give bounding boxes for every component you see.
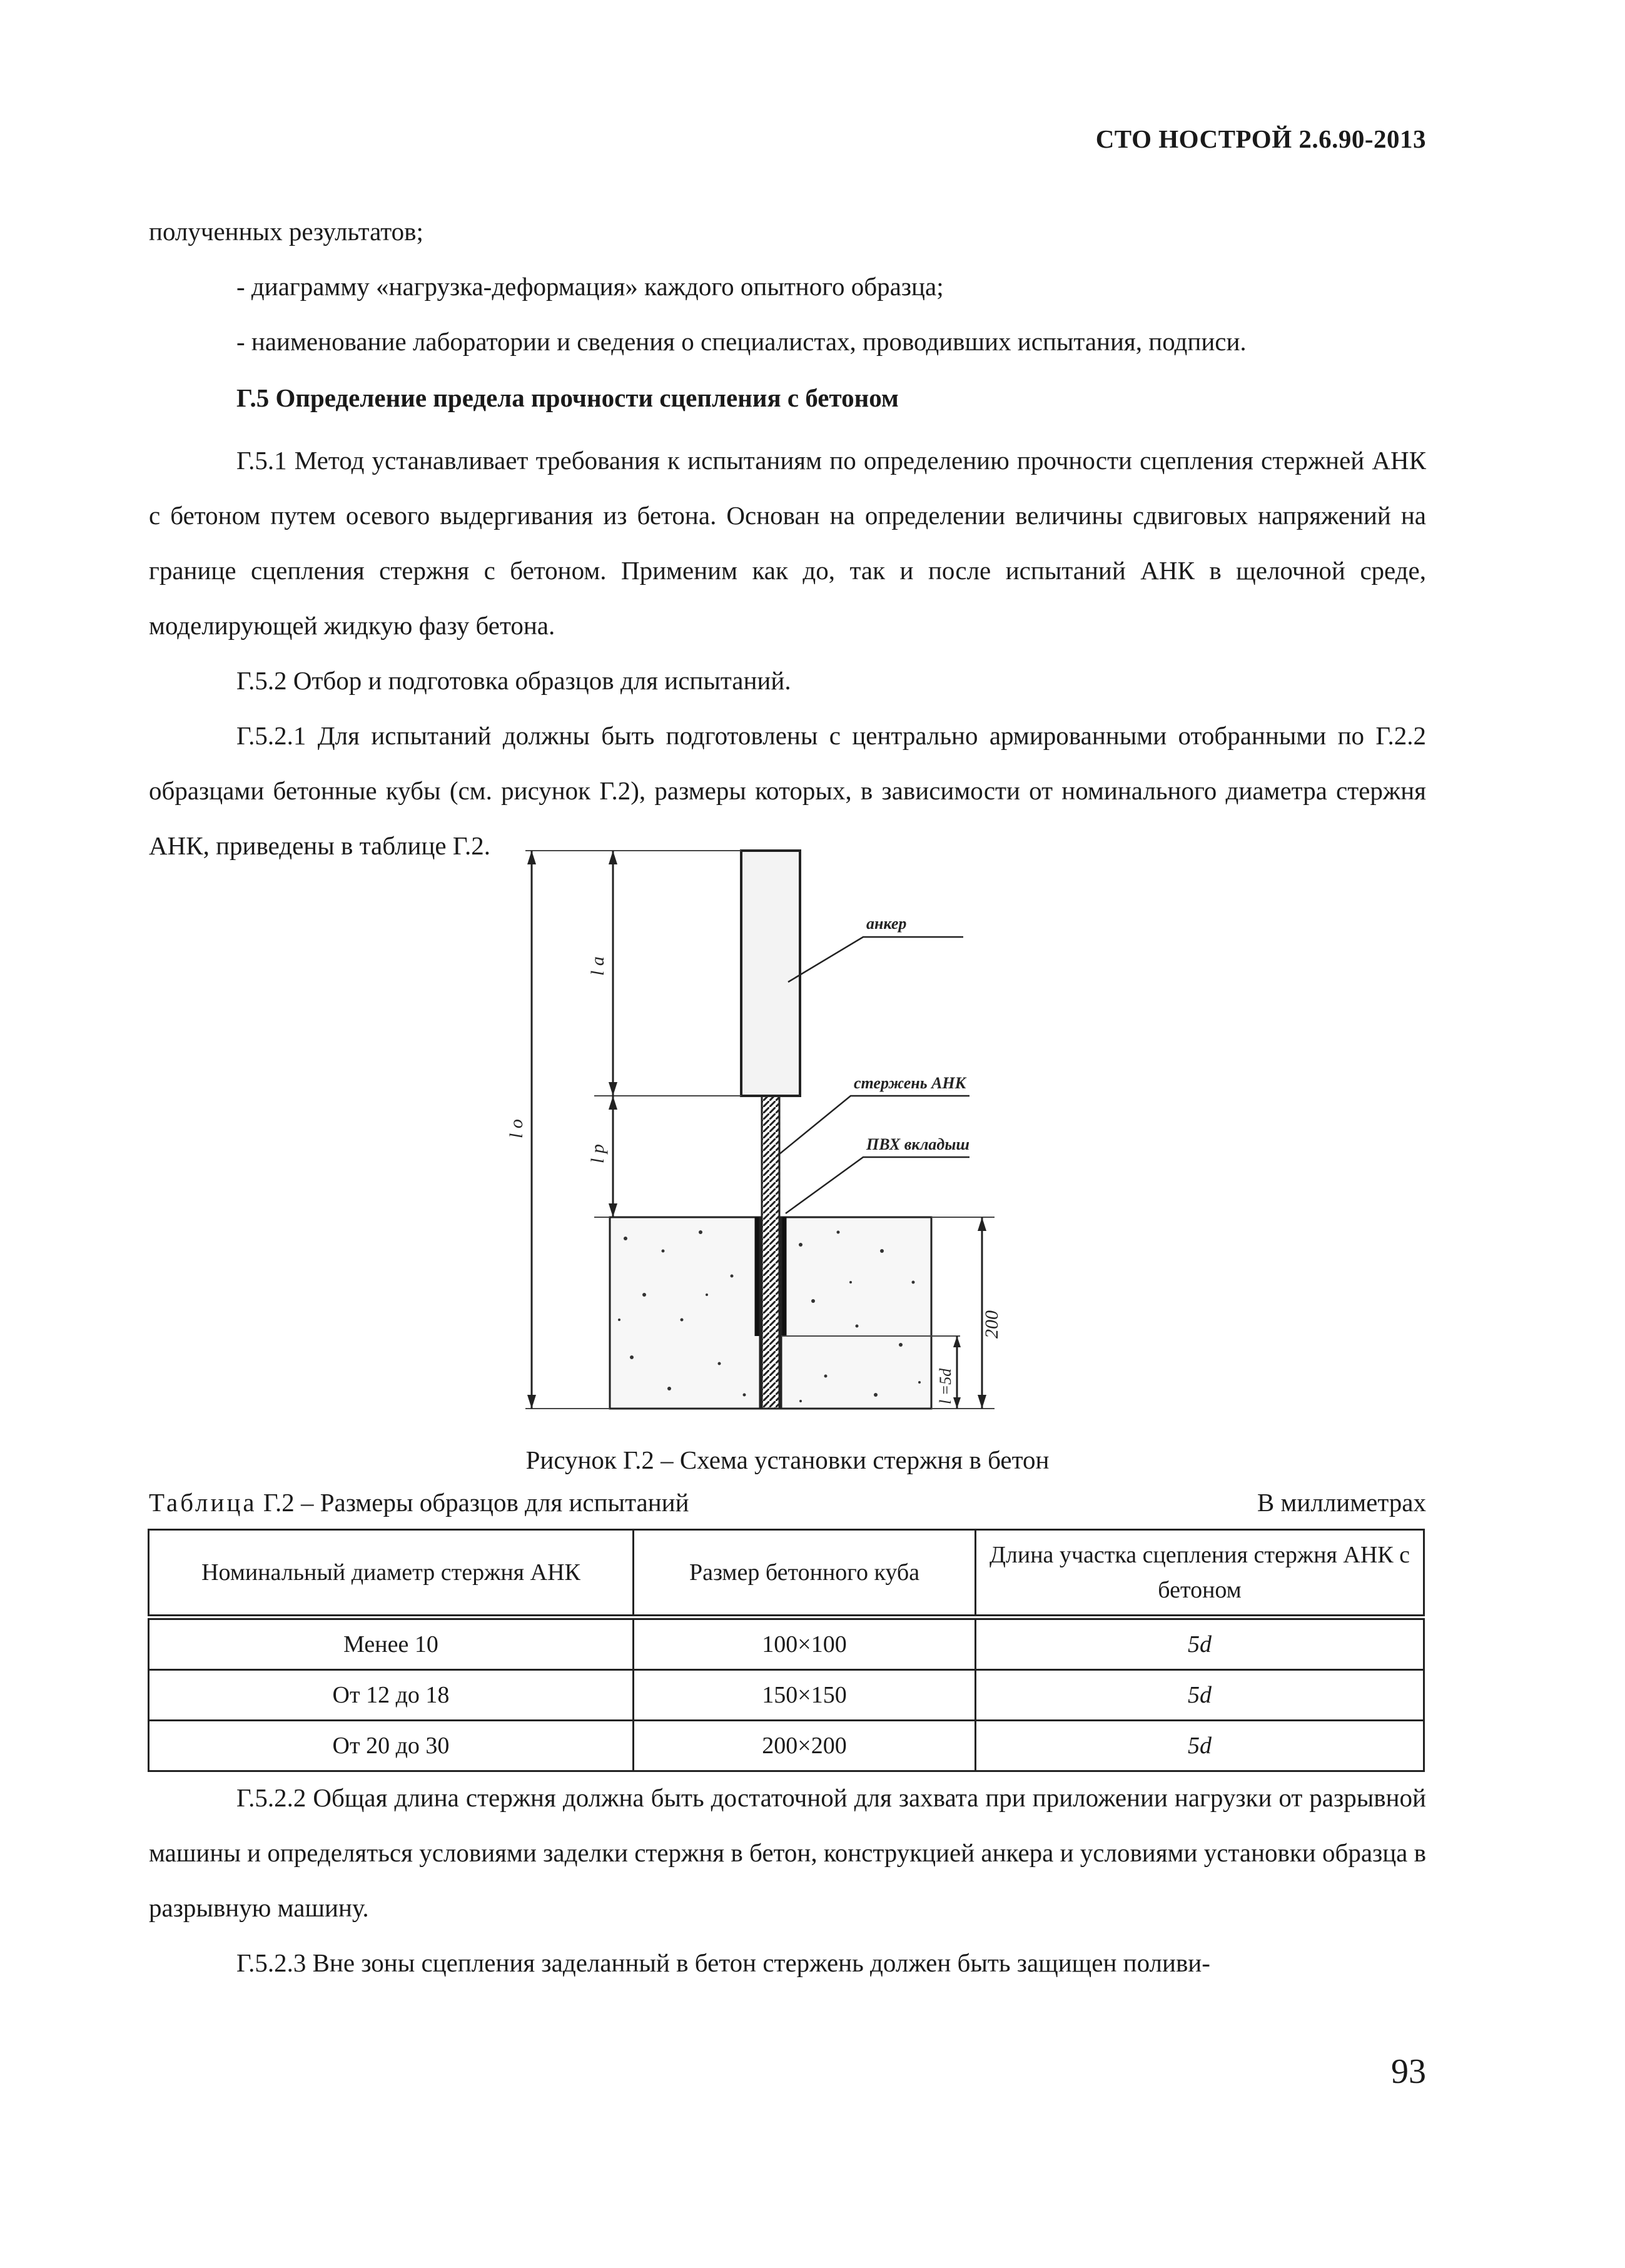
anchor-body — [741, 851, 800, 1096]
table-units: В миллиметрах — [1257, 1488, 1426, 1517]
document-code: СТО НОСТРОЙ 2.6.90-2013 — [1095, 124, 1426, 153]
concrete-cube-left — [610, 1217, 760, 1409]
table-cell: 5d — [976, 1721, 1424, 1771]
list-item: - диаграмму «нагрузка-деформация» каждого опытного образца; — [236, 272, 944, 301]
table-cell: 150×150 — [634, 1670, 976, 1721]
column-header: Номинальный диаметр стержня АНК — [149, 1530, 634, 1617]
paragraph: Г.5.2 Отбор и подготовка образцов для испытаний. — [236, 666, 791, 695]
table-row — [149, 1617, 1424, 1670]
table-row — [149, 1721, 1424, 1771]
label-lp: l p — [587, 1144, 608, 1163]
table-cell: 200×200 — [634, 1721, 976, 1771]
column-header: Размер бетонного куба — [634, 1530, 976, 1617]
rod — [762, 1096, 779, 1409]
table-cell: 5d — [976, 1670, 1424, 1721]
table-title-prefix: Таблица — [149, 1488, 257, 1517]
page-number: 93 — [1391, 2052, 1426, 2091]
section-heading: Г.5 Определение предела прочности сцепления с бетоном — [236, 383, 899, 412]
paragraph: Г.5.1 Метод устанавливает требования к испытаниям по определению прочности сцепления стержней АНК с бетоном путем осевого выдергивания из бетона. Основан на определении величины сдвиговых напряжений на границе сцепления стержня с бетоном. Применим как до, так и после испытаний АНК в щелочной среде, моделирующей жидкую фазу бетона. — [149, 446, 1426, 640]
table-row — [149, 1670, 1424, 1721]
body-text-top — [149, 204, 1426, 873]
paragraph: Г.5.2.1 Для испытаний должны быть подготовлены с центрально армированными отобранными по Г.2.2 образцами бетонные кубы (см. рисунок Г.2), размеры которых, в зависимости от номинального диаметра стержня АНК, приведены в таблице Г.2. — [149, 721, 1426, 860]
table-cell: От 12 до 18 — [149, 1670, 634, 1721]
label-rod: стержень АНК — [854, 1074, 966, 1092]
concrete-cube-right — [781, 1217, 931, 1409]
label-200: 200 — [981, 1310, 1002, 1339]
label-la: l a — [587, 956, 608, 976]
leader-pvc — [786, 1157, 969, 1213]
table-cell: Менее 10 — [149, 1617, 634, 1670]
column-header: Длина участка сцепления стержня АНК с бетоном — [976, 1530, 1424, 1617]
table-cell: 100×100 — [634, 1617, 976, 1670]
paragraph: Г.5.2.2 Общая длина стержня должна быть достаточной для захвата при приложении нагрузки от разрывной машины и определяться условиями заделки стержня в бетон, конструкцией анкера и условиями установки образца в разрывную машину. — [149, 1783, 1426, 1922]
label-anchor: анкер — [866, 914, 907, 933]
paragraph: Г.5.2.3 Вне зоны сцепления заделанный в бетон стержень должен быть защищен поливи- — [236, 1948, 1210, 1977]
label-5d: l =5d — [936, 1368, 954, 1404]
label-lo: l o — [506, 1119, 527, 1138]
table-cell: От 20 до 30 — [149, 1721, 634, 1771]
figure-caption: Рисунок Г.2 – Схема установки стержня в бетон — [525, 1445, 1050, 1474]
label-pvc: ПВХ вкладыш — [866, 1135, 970, 1153]
table-title — [149, 1487, 1426, 1517]
specs-table — [148, 1529, 1425, 1772]
table-title-text: Г.2 – Размеры образцов для испытаний — [256, 1488, 689, 1517]
table-cell: 5d — [976, 1617, 1424, 1670]
paragraph: полученных результатов; — [149, 217, 423, 246]
table-header-row — [149, 1530, 1424, 1617]
leader-anchor — [788, 937, 963, 982]
body-text-bottom — [149, 1770, 1426, 1990]
figure-diagram — [475, 844, 1076, 1439]
list-item: - наименование лаборатории и сведения о специалистах, проводивших испытания, подписи. — [236, 327, 1247, 356]
